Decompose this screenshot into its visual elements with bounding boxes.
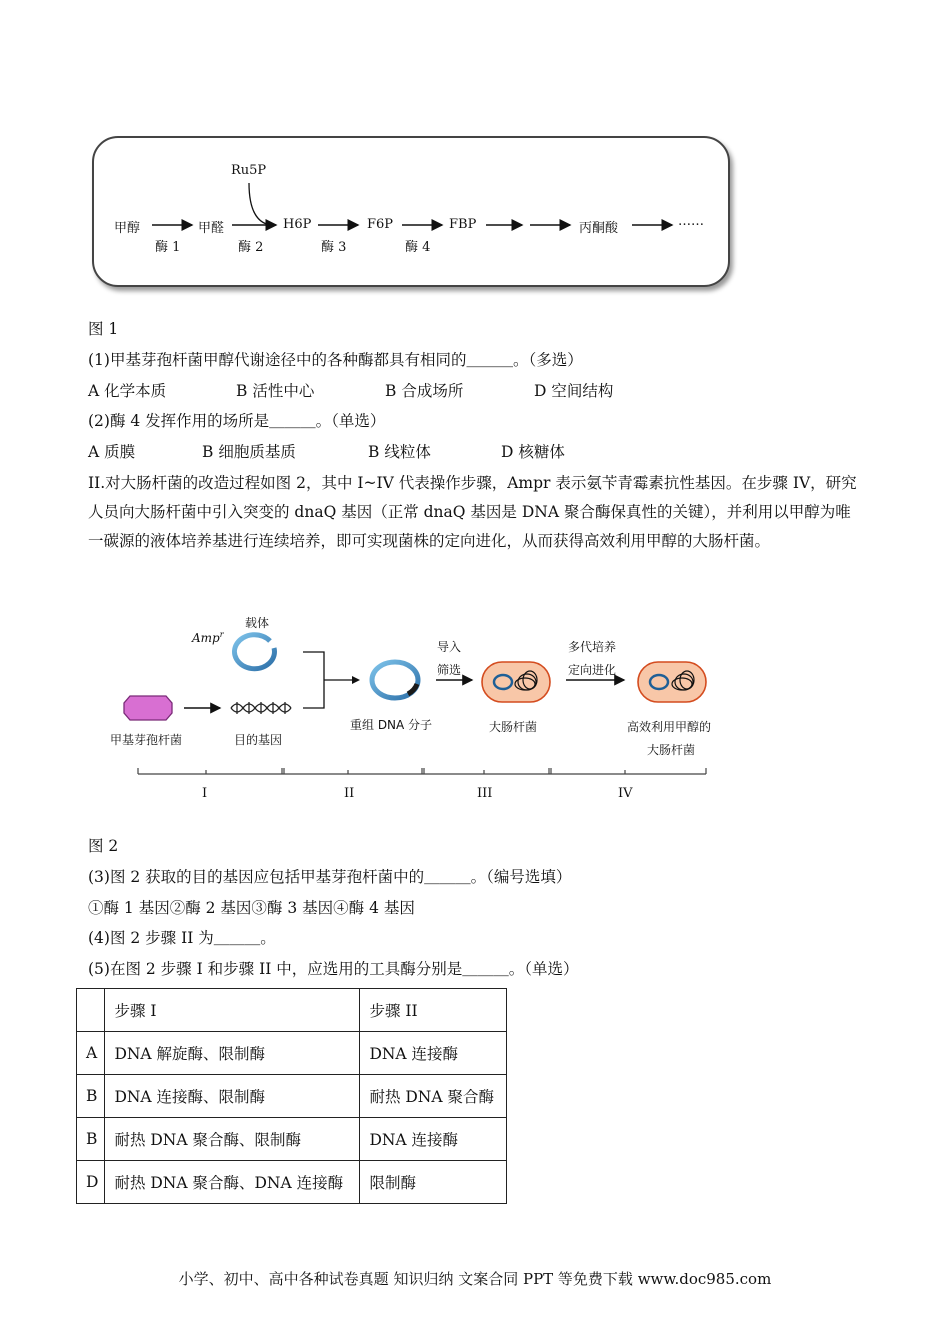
q1-option-c: B 合成场所 [385, 382, 464, 400]
table-header-row [77, 989, 507, 1032]
q1-option-d: D 空间结构 [534, 382, 614, 400]
culture-label: 多代培养 [568, 640, 617, 654]
node-ellipsis: …… [678, 214, 704, 229]
enzyme-3-label: 酶 3 [321, 240, 347, 255]
table-cell: B [77, 1075, 105, 1118]
node-formaldehyde: 甲醛 [198, 221, 225, 236]
figure1-caption: 图 1 [88, 320, 119, 338]
table-cell: 耐热 DNA 聚合酶 [360, 1075, 507, 1118]
table-row [77, 1075, 507, 1118]
enzyme-4-label: 酶 4 [405, 240, 431, 255]
page-footer: 小学、初中、高中各种试卷真题 知识归纳 文案合同 PPT 等免费下载 www.doc985.com [178, 1270, 772, 1288]
node-h6p: H6P [283, 217, 312, 232]
table-cell: DNA 解旋酶、限制酶 [105, 1032, 360, 1075]
q2-option-d: D 核糖体 [501, 443, 565, 461]
table-header-cell [77, 989, 105, 1032]
q1-option-b: B 活性中心 [236, 382, 315, 400]
step-ruler [138, 768, 706, 774]
table-row [77, 1118, 507, 1161]
vector-plasmid-icon [234, 635, 274, 669]
node-fbp: FBP [449, 217, 477, 232]
step-label-3: III [477, 786, 493, 801]
section2-intro: II.对大肠杆菌的改造过程如图 2，其中 I~IV 代表操作步骤，Ampr 表示氨苄青霉素抗性基因。在步骤 IV，研究人员向大肠杆菌中引入突变的 dnaQ 基因（正常 dnaQ 基因是 DNA 聚合酶保真性的关键），并利用以甲醇为唯一碳源的液体培养基进行连续培养，即可实现菌株的定向进化，从而获得高效利用甲醇的大肠杆菌。 [88, 474, 857, 550]
screen-label: 筛选 [437, 663, 462, 677]
target-gene-label: 目的基因 [234, 733, 283, 747]
table-cell: 耐热 DNA 聚合酶、DNA 连接酶 [105, 1161, 360, 1204]
source-bacterium-shape [124, 696, 172, 720]
table-cell: A [77, 1032, 105, 1075]
table-cell: DNA 连接酶、限制酶 [105, 1075, 360, 1118]
q2-option-b: B 细胞质基质 [202, 443, 296, 461]
recombinant-dna-label: 重组 DNA 分子 [350, 718, 433, 732]
ru5p-arrow [249, 183, 270, 225]
figure2-caption: 图 2 [88, 837, 119, 855]
q2-option-c: B 线粒体 [368, 443, 431, 461]
step-label-4: IV [618, 786, 633, 801]
q2-text: (2)酶 4 发挥作用的场所是＿＿＿。（单选） [88, 412, 386, 430]
enzyme-2-label: 酶 2 [238, 240, 264, 255]
evolution-label: 定向进化 [568, 663, 617, 677]
table-row [77, 1032, 507, 1075]
target-gene-dna-icon [231, 702, 291, 714]
source-bacterium-label: 甲基芽孢杆菌 [110, 733, 183, 747]
table-cell: 耐热 DNA 聚合酶、限制酶 [105, 1118, 360, 1161]
ru5p-label: Ru5P [231, 163, 267, 178]
table-cell: B [77, 1118, 105, 1161]
node-methanol: 甲醇 [114, 221, 141, 236]
figure2-diagram [0, 600, 950, 810]
q1-text: (1)甲基芽孢杆菌甲醇代谢途径中的各种酶都具有相同的＿＿＿。（多选） [88, 351, 583, 369]
node-pyruvate: 丙酮酸 [579, 221, 619, 236]
q3-options: ①酶 1 基因②酶 2 基因③酶 3 基因④酶 4 基因 [88, 899, 415, 917]
step-label-2: II [344, 786, 355, 801]
table-cell: D [77, 1161, 105, 1204]
enzyme-1-label: 酶 1 [155, 240, 181, 255]
node-f6p: F6P [367, 217, 394, 232]
table-cell: DNA 连接酶 [360, 1032, 507, 1075]
table-cell: 限制酶 [360, 1161, 507, 1204]
q3-text: (3)图 2 获取的目的基因应包括甲基芽孢杆菌中的＿＿＿。（编号选填） [88, 868, 572, 886]
ecoli-label: 大肠杆菌 [489, 720, 538, 734]
q4-text: (4)图 2 步骤 II 为＿＿＿。 [88, 929, 276, 947]
q5-text: (5)在图 2 步骤 I 和步骤 II 中，应选用的工具酶分别是＿＿＿。（单选） [88, 960, 579, 978]
table-header-cell: 步骤 II [360, 989, 507, 1032]
q5-answer-table [76, 988, 507, 1204]
result-label-line2: 大肠杆菌 [647, 743, 696, 757]
import-label: 导入 [437, 640, 462, 654]
figure1-arrows [0, 0, 950, 300]
result-label-line1: 高效利用甲醇的 [627, 720, 712, 734]
ampr-label: Amp$^r$ [192, 630, 224, 645]
merge-bracket [303, 652, 358, 708]
q2-option-a: A 质膜 [88, 443, 136, 461]
table-row [77, 1161, 507, 1204]
table-cell: DNA 连接酶 [360, 1118, 507, 1161]
table-header-cell: 步骤 I [105, 989, 360, 1032]
q1-option-a: A 化学本质 [88, 382, 167, 400]
vector-label: 载体 [245, 616, 270, 630]
step-label-1: I [202, 786, 208, 801]
